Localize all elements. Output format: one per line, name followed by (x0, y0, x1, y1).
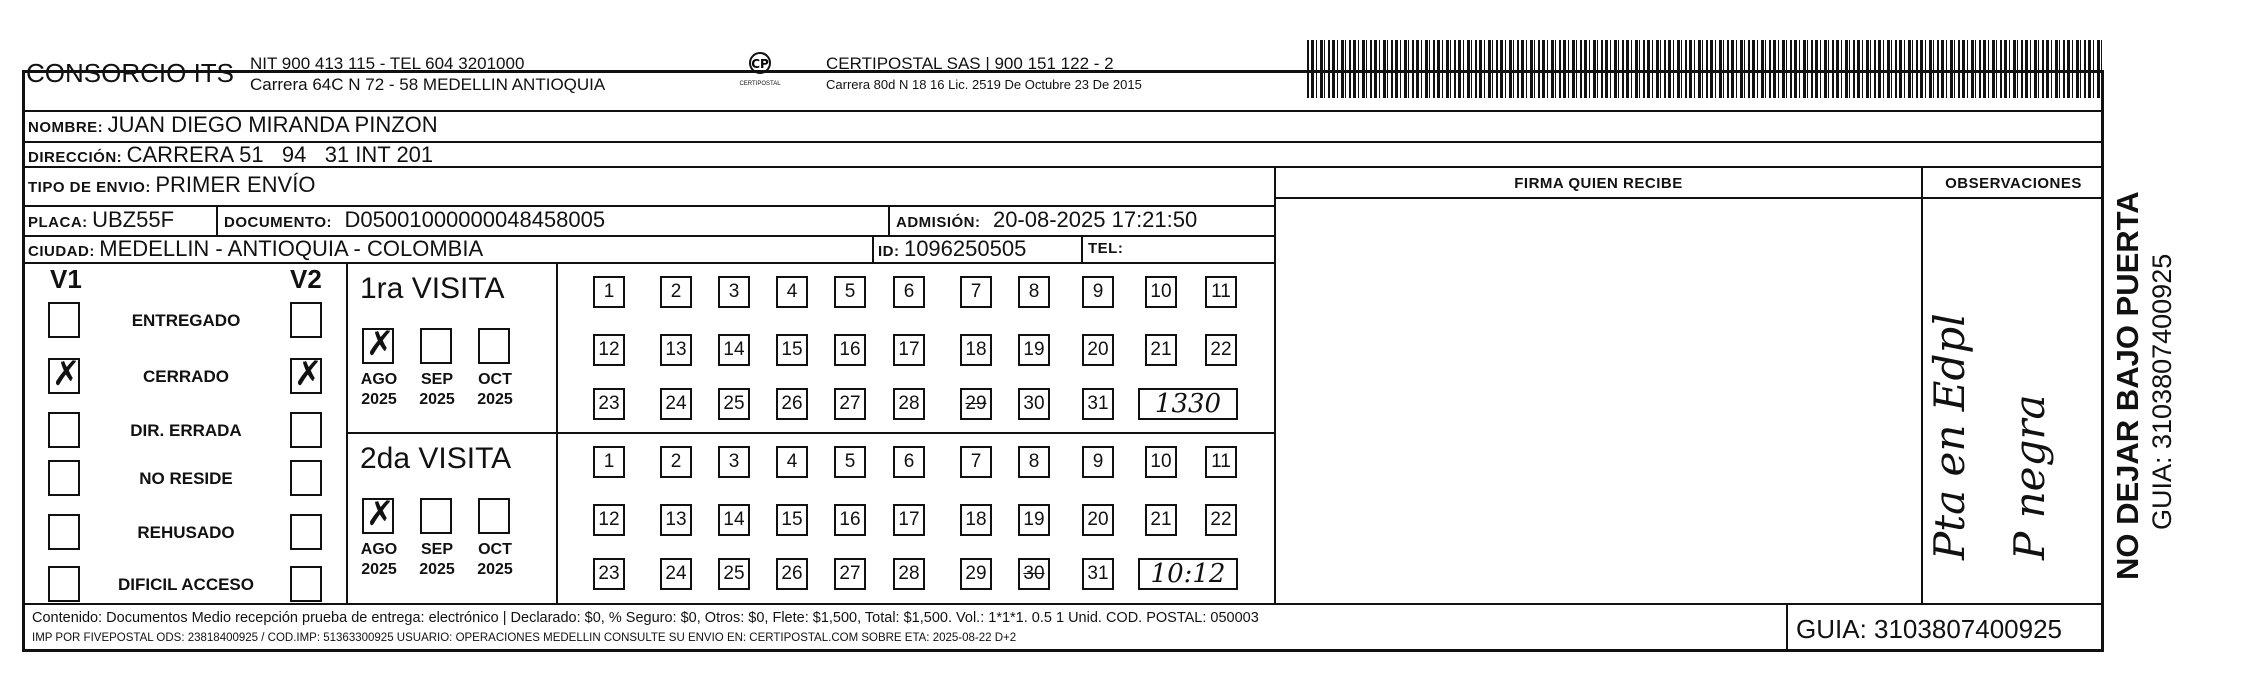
v1-header: V1 (50, 264, 82, 294)
month-label (354, 540, 404, 580)
ciudad-label: CIUDAD: (28, 243, 95, 260)
day-box[interactable]: 15 (776, 504, 808, 536)
status-label: REHUSADO (137, 523, 235, 542)
v1-checkbox[interactable] (48, 460, 80, 496)
day-box[interactable]: 31 (1082, 388, 1114, 420)
observaciones-header: OBSERVACIONES (1945, 175, 2082, 192)
day-box[interactable]: 10 (1145, 276, 1177, 308)
day-box[interactable]: 3 (718, 446, 750, 478)
logo-text: CERTIPOSTAL (739, 81, 781, 87)
day-box[interactable]: 5 (834, 446, 866, 478)
footer-imp: IMP POR FIVEPOSTAL ODS: 23818400925 / COD.IMP: 51363300925 USUARIO: OPERACIONES MEDELLIN CONSULTE SU ENVIO EN: CERTIPOSTAL.COM SOBRE ETA: 2025-08-22 D+2 (32, 632, 1017, 644)
id-label: ID: (878, 243, 900, 260)
id-value: 1096250505 (903, 236, 1027, 261)
day-box[interactable]: 19 (1018, 504, 1050, 536)
status-label: CERRADO (143, 367, 229, 386)
day-box[interactable]: 26 (776, 388, 808, 420)
day-box[interactable]: 11 (1205, 276, 1237, 308)
day-box[interactable]: 29 (960, 558, 992, 590)
ciudad-row (28, 236, 483, 262)
day-box[interactable]: 4 (776, 276, 808, 308)
day-box[interactable]: 25 (718, 558, 750, 590)
ciudad-value: MEDELLIN - ANTIOQUIA - COLOMBIA (99, 236, 484, 261)
day-box[interactable]: 21 (1145, 504, 1177, 536)
placa-label: PLACA: (28, 214, 88, 231)
day-box[interactable]: 23 (593, 388, 625, 420)
v2-checkbox[interactable] (290, 354, 323, 394)
v1-checkbox[interactable] (48, 514, 80, 550)
v1-checkbox[interactable] (48, 354, 81, 394)
day-box[interactable]: 27 (834, 558, 866, 590)
documento-row (224, 207, 605, 233)
day-box[interactable]: 13 (660, 334, 692, 366)
day-box[interactable]: 30 (1018, 388, 1050, 420)
placa-row (28, 207, 174, 233)
v1-checkbox[interactable] (48, 566, 80, 602)
day-box[interactable]: 15 (776, 334, 808, 366)
month-year: 2025 (361, 391, 397, 408)
month-name: OCT (478, 371, 512, 388)
check-mark-icon: ✗ (366, 324, 395, 364)
day-box[interactable]: 6 (893, 446, 925, 478)
v2-checkbox[interactable] (290, 514, 322, 550)
month-year: 2025 (419, 561, 455, 578)
carrier-address: Carrera 80d N 18 16 Lic. 2519 De Octubre 23 De 2015 (826, 77, 1142, 92)
day-box[interactable]: 9 (1082, 276, 1114, 308)
day-box[interactable]: 27 (834, 388, 866, 420)
month-name: SEP (420, 371, 453, 388)
day-box[interactable]: 6 (893, 276, 925, 308)
tel-row (1088, 240, 1123, 258)
company-name: CONSORCIO ITS (26, 58, 235, 88)
day-box[interactable]: 18 (960, 504, 992, 536)
day-box[interactable]: 10 (1145, 446, 1177, 478)
observaciones-note-2: P negra (2005, 394, 2054, 560)
tipo-row (28, 172, 315, 198)
day-box[interactable]: 28 (893, 388, 925, 420)
month-checkbox[interactable] (420, 498, 452, 534)
nombre-label: NOMBRE: (28, 119, 104, 136)
month-year: 2025 (419, 391, 455, 408)
month-checkbox[interactable] (478, 498, 510, 534)
check-mark-icon: ✗ (52, 354, 81, 394)
day-box[interactable]: 20 (1082, 334, 1114, 366)
v2-header: V2 (290, 264, 322, 294)
month-name: SEP (420, 541, 453, 558)
day-box[interactable]: 16 (834, 504, 866, 536)
company-address: Carrera 64C N 72 - 58 MEDELLIN ANTIOQUIA (250, 75, 606, 94)
v1-checkbox[interactable] (48, 302, 80, 338)
day-box[interactable]: 8 (1018, 446, 1050, 478)
v2-checkbox[interactable] (290, 460, 322, 496)
observaciones-note-1: Pta en Edpl (1925, 313, 1974, 560)
day-box[interactable]: 17 (893, 504, 925, 536)
id-row (878, 236, 1026, 262)
month-checkbox[interactable] (420, 328, 452, 364)
day-box[interactable]: 16 (834, 334, 866, 366)
day-box[interactable]: 25 (718, 388, 750, 420)
visit-title: 2da VISITA (360, 442, 512, 475)
month-label (412, 370, 462, 410)
day-box[interactable]: 19 (1018, 334, 1050, 366)
day-box[interactable]: 22 (1205, 334, 1237, 366)
placa-value: UBZ55F (92, 207, 175, 232)
month-checkbox[interactable] (478, 328, 510, 364)
visit-title: 1ra VISITA (360, 272, 505, 305)
day-box[interactable]: 17 (893, 334, 925, 366)
month-name: AGO (360, 541, 398, 558)
nombre-row (28, 112, 438, 138)
side-warning: NO DEJAR BAJO PUERTA (2110, 191, 2145, 580)
day-box[interactable]: 7 (960, 446, 992, 478)
tipo-label: TIPO DE ENVIO: (28, 179, 151, 196)
day-box[interactable]: 7 (960, 276, 992, 308)
day-box[interactable]: 11 (1205, 446, 1237, 478)
side-guia: GUIA: 3103807400925 (2147, 253, 2177, 530)
day-box[interactable]: 8 (1018, 276, 1050, 308)
day-box[interactable]: 18 (960, 334, 992, 366)
day-box[interactable]: 4 (776, 446, 808, 478)
carrier-name: CERTIPOSTAL SAS | 900 151 122 - 2 (826, 54, 1114, 73)
day-box[interactable]: 26 (776, 558, 808, 590)
day-box[interactable]: 20 (1082, 504, 1114, 536)
day-box[interactable]: 29 (960, 388, 992, 420)
documento-label: DOCUMENTO: (224, 214, 333, 231)
day-box[interactable]: 12 (593, 334, 625, 366)
day-box[interactable]: 1 (593, 446, 625, 478)
day-box[interactable]: 22 (1205, 504, 1237, 536)
direccion-value: CARRERA 51 94 31 INT 201 (126, 142, 434, 167)
footer-guia: GUIA: 3103807400925 (1796, 614, 2062, 644)
svg-text:CP: CP (751, 57, 769, 71)
month-label (470, 540, 520, 580)
day-box[interactable]: 23 (593, 558, 625, 590)
status-label: ENTREGADO (131, 311, 241, 330)
month-checkbox[interactable] (362, 324, 395, 364)
documento-value: D05001000000048458005 (344, 207, 606, 232)
check-mark-icon: ✗ (366, 494, 395, 534)
footer-contenido: Contenido: Documentos Medio recepción prueba de entrega: electrónico | Declarado: $0, % Seguro: $0, Otros: $0, Flete: $1,500, Total: $1,500. Vol.: 1*1*1. 0.5 1 Unid. COD. POSTAL: 050003 (32, 610, 1259, 626)
visit-time-box[interactable]: 10:12 (1138, 558, 1238, 590)
admision-value: 20-08-2025 17:21:50 (992, 207, 1198, 232)
status-label: NO RESIDE (139, 469, 233, 488)
day-box[interactable]: 31 (1082, 558, 1114, 590)
direccion-label: DIRECCIÓN: (28, 149, 123, 166)
visit-time-box[interactable]: 1330 (1138, 388, 1238, 420)
month-label (470, 370, 520, 410)
month-year: 2025 (477, 391, 513, 408)
v2-checkbox[interactable] (290, 302, 322, 338)
month-year: 2025 (361, 561, 397, 578)
company-nit: NIT 900 413 115 - TEL 604 3201000 (250, 54, 525, 73)
day-box[interactable]: 1 (593, 276, 625, 308)
tel-label: TEL: (1088, 240, 1124, 257)
day-box[interactable]: 14 (718, 504, 750, 536)
day-box[interactable]: 2 (660, 276, 692, 308)
admision-row (896, 207, 1197, 233)
month-name: OCT (478, 541, 512, 558)
day-box[interactable]: 21 (1145, 334, 1177, 366)
month-checkbox[interactable] (362, 494, 395, 534)
status-label: DIFICIL ACCESO (117, 575, 254, 594)
day-box[interactable]: 9 (1082, 446, 1114, 478)
v2-checkbox[interactable] (290, 566, 322, 602)
month-name: AGO (360, 371, 398, 388)
day-box[interactable]: 2 (660, 446, 692, 478)
day-box[interactable]: 3 (718, 276, 750, 308)
tipo-value: PRIMER ENVÍO (155, 172, 316, 197)
day-box[interactable]: 14 (718, 334, 750, 366)
check-mark-icon: ✗ (294, 354, 323, 394)
day-box[interactable]: 13 (660, 504, 692, 536)
day-box[interactable]: 28 (893, 558, 925, 590)
firma-header: FIRMA QUIEN RECIBE (1514, 175, 1683, 192)
v1-checkbox[interactable] (48, 412, 80, 448)
nombre-value: JUAN DIEGO MIRANDA PINZON (107, 112, 438, 137)
day-box[interactable]: 24 (660, 388, 692, 420)
day-box[interactable]: 30 (1018, 558, 1050, 590)
direccion-row (28, 142, 433, 168)
day-box[interactable]: 24 (660, 558, 692, 590)
admision-label: ADMISIÓN: (896, 214, 981, 231)
month-label (412, 540, 462, 580)
v2-checkbox[interactable] (290, 412, 322, 448)
month-year: 2025 (477, 561, 513, 578)
day-box[interactable]: 12 (593, 504, 625, 536)
month-label (354, 370, 404, 410)
status-label: DIR. ERRADA (130, 421, 242, 440)
day-box[interactable]: 5 (834, 276, 866, 308)
